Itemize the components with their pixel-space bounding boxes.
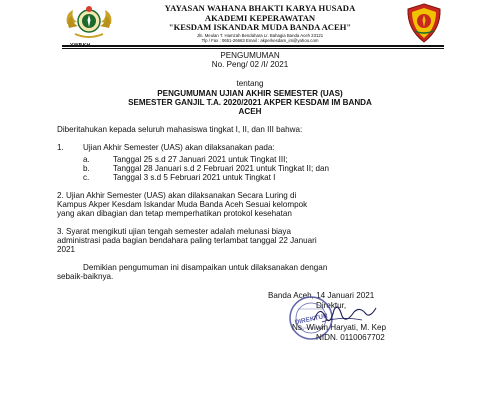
signature-position: Direktur,	[316, 301, 347, 310]
announcement-about-label: tentang	[236, 79, 264, 88]
signatory-nidn: NIDN. 0110067702	[316, 333, 385, 342]
kesdam-emblem-icon	[405, 3, 443, 43]
sub-item-a-text: Tanggal 25 s.d 27 Januari 2021 untuk Tingkat III;	[113, 155, 288, 164]
signatory-name: Ns. Wiwin Haryati, M. Kep	[292, 323, 386, 332]
item1-number: 1.	[57, 143, 64, 152]
sub-item-c-letter: c.	[83, 173, 90, 182]
letterhead-foundation-name: YAYASAN WAHANA BHAKTI KARYA HUSADA	[164, 3, 356, 13]
closing-line1: Demikian pengumuman ini disampaikan untuk dilaksanakan dengan	[83, 263, 328, 272]
yayasan-emblem-icon	[63, 2, 115, 42]
item3-line1: 3. Syarat mengikuti ujian tengah semester adalah melunasi biaya	[57, 227, 291, 236]
announcement-title-line3: ACEH	[238, 107, 262, 116]
stamp-text: DIREKTUR	[294, 312, 329, 327]
letterhead-divider	[62, 45, 444, 47]
item2-line1: 2. Ujian Akhir Semester (UAS) akan dilaksanakan Secara Luring di	[57, 191, 297, 200]
item2-line3: yang akan dibagian dan tetap memperhatikan protokol kesehatan	[57, 209, 292, 218]
signature-place-date: Banda Aceh, 14 Januari 2021	[268, 291, 375, 300]
letterhead	[118, 4, 402, 43]
announcement-number: No. Peng/ 02 /I/ 2021	[211, 60, 289, 69]
letterhead-institution-name: "KESDAM ISKANDAR MUDA BANDA ACEH"	[168, 22, 352, 32]
intro-text: Diberitahukan kepada seluruh mahasiswa tingkat I, II, dan III bahwa:	[57, 125, 303, 134]
closing-line2: sebaik-baiknya.	[57, 272, 114, 281]
sub-item-c-text: Tanggal 3 s.d 5 Februari 2021 untuk Tingkat I	[113, 173, 276, 182]
letterhead-divider-thin	[62, 48, 444, 49]
letterhead-contact: Tlp / Fax : 0651-26663 Email : akperkesdam_im@yahoo.com	[201, 37, 319, 43]
item1-text: Ujian Akhir Semester (UAS) akan dilaksanakan pada:	[83, 143, 275, 152]
announcement-title-line1: PENGUMUMAN UJIAN AKHIR SEMESTER (UAS)	[157, 89, 343, 98]
announcement-heading: PENGUMUMAN	[220, 51, 280, 60]
item2-line2: Kampus Akper Kesdam Iskandar Muda Banda Aceh Sesuai kelompok	[57, 200, 308, 209]
sub-item-a-letter: a.	[83, 155, 90, 164]
announcement-title-line2: SEMESTER GANJIL T.A. 2020/2021 AKPER KESDAM IM BANDA	[128, 98, 372, 107]
sub-item-b-letter: b.	[83, 164, 90, 173]
sub-item-b-text: Tanggal 28 Januari s.d 2 Februari 2021 untuk Tingkat II; dan	[113, 164, 329, 173]
item3-line3: 2021	[57, 245, 76, 254]
item3-line2: administrasi pada bagian bendahara paling terlambat tanggal 22 Januari	[57, 236, 317, 245]
letterhead-academy-name: AKADEMI KEPERAWATAN	[204, 12, 316, 23]
letterhead-address: Jln. Meulan T. Hamzah Bendahara Lr. Bahagia Banda Aceh 23121	[196, 32, 324, 38]
